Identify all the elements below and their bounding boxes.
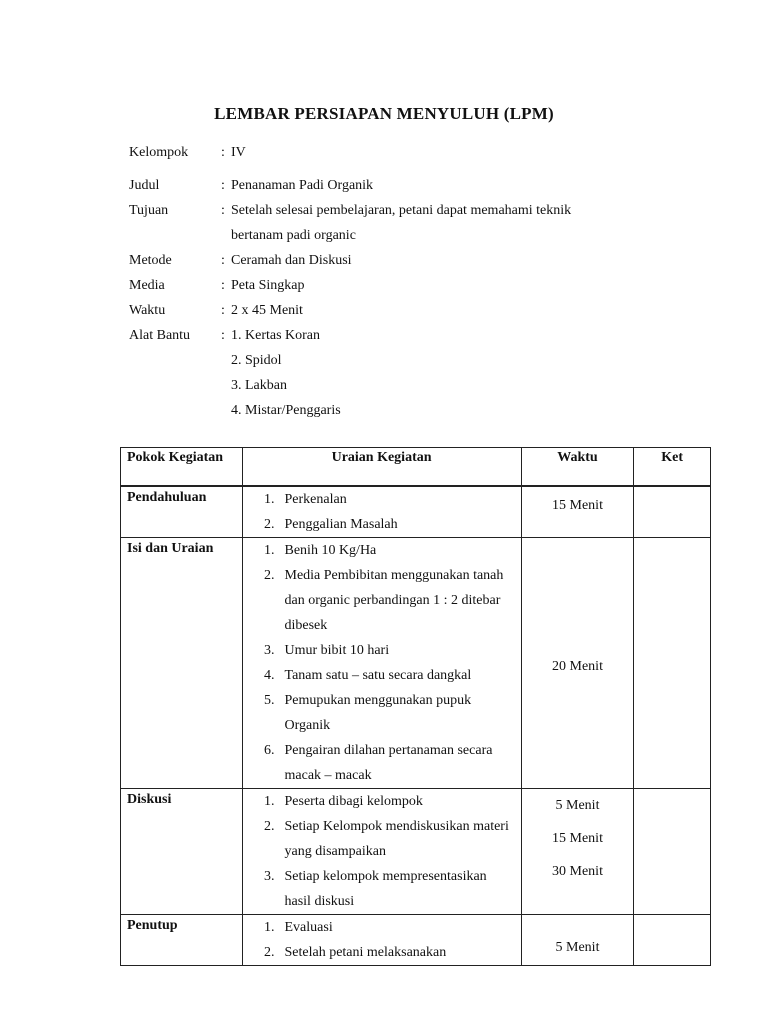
info-value: Ceramah dan Diskusi — [231, 253, 352, 268]
waktu-cell — [521, 487, 634, 538]
info-colon: : — [221, 278, 225, 293]
info-label: Judul — [129, 178, 160, 193]
list-item — [249, 940, 515, 965]
item-text: Perkenalan — [284, 492, 347, 507]
list-item — [249, 512, 515, 537]
item-number: 3. — [264, 643, 275, 658]
list-item — [249, 915, 515, 940]
info-row-waktu — [129, 298, 729, 323]
info-block — [129, 140, 729, 423]
table-row — [121, 487, 711, 538]
item-text: Umur bibit 10 hari — [284, 643, 390, 658]
column-header: Pokok Kegiatan — [121, 448, 243, 486]
uraian-list — [249, 487, 515, 537]
info-row-kelompok — [129, 140, 729, 165]
list-item — [249, 688, 515, 738]
item-text: Media Pembibitan menggunakan tanah dan organic perbandingan 1 : 2 ditebar dibesek — [284, 568, 504, 633]
info-value: Penanaman Padi Organik — [231, 178, 374, 193]
section-name: Isi dan Uraian — [121, 538, 243, 789]
item-number: 2. — [264, 945, 275, 960]
info-value: Setelah selesai pembelajaran, petani dapat memahami teknik — [231, 203, 572, 218]
item-number: 1. — [264, 543, 275, 558]
item-number: 2. — [264, 517, 275, 532]
section-name: Pendahuluan — [121, 487, 243, 538]
info-row-tujuan — [129, 198, 729, 223]
ket-cell — [634, 789, 711, 915]
table-row — [121, 789, 711, 915]
waktu-value: 5 Menit — [555, 798, 600, 813]
list-item — [249, 638, 515, 663]
column-header: Uraian Kegiatan — [242, 448, 521, 486]
info-row-alat-bantu — [129, 323, 729, 348]
list-item — [249, 789, 515, 814]
item-text: Setelah petani melaksanakan — [284, 945, 447, 960]
info-colon: : — [221, 203, 225, 218]
uraian-list — [249, 915, 515, 965]
item-number: 1. — [264, 794, 275, 809]
info-colon: : — [221, 178, 225, 193]
item-text: Peserta dibagi kelompok — [284, 794, 423, 809]
uraian-list — [249, 538, 515, 788]
list-item — [249, 864, 515, 914]
uraian-cell — [242, 789, 521, 915]
info-label: Media — [129, 278, 165, 293]
item-text: Pengairan dilahan pertanaman secara macak – macak — [284, 743, 493, 783]
uraian-cell — [242, 538, 521, 789]
item-text: Setiap Kelompok mendiskusikan materi yang disampaikan — [284, 819, 509, 859]
info-label: Waktu — [129, 303, 166, 318]
info-value: IV — [231, 145, 246, 160]
list-item — [249, 487, 515, 512]
list-item — [249, 663, 515, 688]
item-text: Setiap kelompok mempresentasikan hasil diskusi — [284, 869, 487, 909]
info-label: Alat Bantu — [129, 328, 191, 343]
item-number: 2. — [264, 819, 275, 834]
column-header: Waktu — [521, 448, 634, 486]
item-number: 3. — [264, 869, 275, 884]
list-item — [249, 538, 515, 563]
waktu-cell — [521, 789, 634, 915]
list-item — [249, 563, 515, 638]
waktu-value: 15 Menit — [552, 498, 603, 513]
item-text: Tanam satu – satu secara dangkal — [284, 668, 472, 683]
info-label: Kelompok — [129, 145, 189, 160]
table-body — [121, 486, 711, 966]
item-text: Penggalian Masalah — [284, 517, 398, 532]
waktu-value: 15 Menit — [552, 831, 603, 846]
item-number: 4. — [264, 668, 275, 683]
waktu-cell — [521, 538, 634, 789]
waktu-cell — [521, 915, 634, 966]
info-label: Metode — [129, 253, 172, 268]
item-number: 1. — [264, 492, 275, 507]
activity-table — [120, 447, 711, 966]
section-name: Diskusi — [121, 789, 243, 915]
ket-cell — [634, 915, 711, 966]
info-row-media — [129, 273, 729, 298]
table-row — [121, 915, 711, 966]
item-text: Evaluasi — [284, 920, 333, 935]
column-header: Ket — [634, 448, 711, 486]
info-value: 2 x 45 Menit — [231, 303, 303, 318]
alat-bantu-item: 3. Lakban — [231, 378, 287, 393]
table-row — [121, 538, 711, 789]
info-label: Tujuan — [129, 203, 169, 218]
info-colon: : — [221, 328, 225, 343]
item-text: Pemupukan menggunakan pupuk Organik — [284, 693, 472, 733]
info-value: 1. Kertas Koran — [231, 328, 321, 343]
info-value: Peta Singkap — [231, 278, 305, 293]
waktu-value: 30 Menit — [552, 864, 603, 879]
info-colon: : — [221, 145, 225, 160]
alat-bantu-item: 2. Spidol — [231, 353, 282, 368]
item-number: 5. — [264, 693, 275, 708]
ket-cell — [634, 487, 711, 538]
list-item — [249, 814, 515, 864]
info-colon: : — [221, 303, 225, 318]
item-number: 6. — [264, 743, 275, 758]
uraian-cell — [242, 915, 521, 966]
info-value-continuation: bertanam padi organic — [231, 228, 356, 243]
alat-bantu-item: 4. Mistar/Penggaris — [231, 403, 341, 418]
waktu-value: 20 Menit — [552, 659, 603, 674]
item-number: 1. — [264, 920, 275, 935]
info-row-metode — [129, 248, 729, 273]
section-name: Penutup — [121, 915, 243, 966]
document-title: LEMBAR PERSIAPAN MENYULUH (LPM) — [214, 104, 554, 123]
info-row-judul — [129, 173, 729, 198]
waktu-value: 5 Menit — [555, 940, 600, 955]
info-colon: : — [221, 253, 225, 268]
table-header-row — [121, 448, 711, 486]
list-item — [249, 738, 515, 788]
ket-cell — [634, 538, 711, 789]
uraian-cell — [242, 487, 521, 538]
uraian-list — [249, 789, 515, 914]
item-number: 2. — [264, 568, 275, 583]
item-text: Benih 10 Kg/Ha — [284, 543, 377, 558]
